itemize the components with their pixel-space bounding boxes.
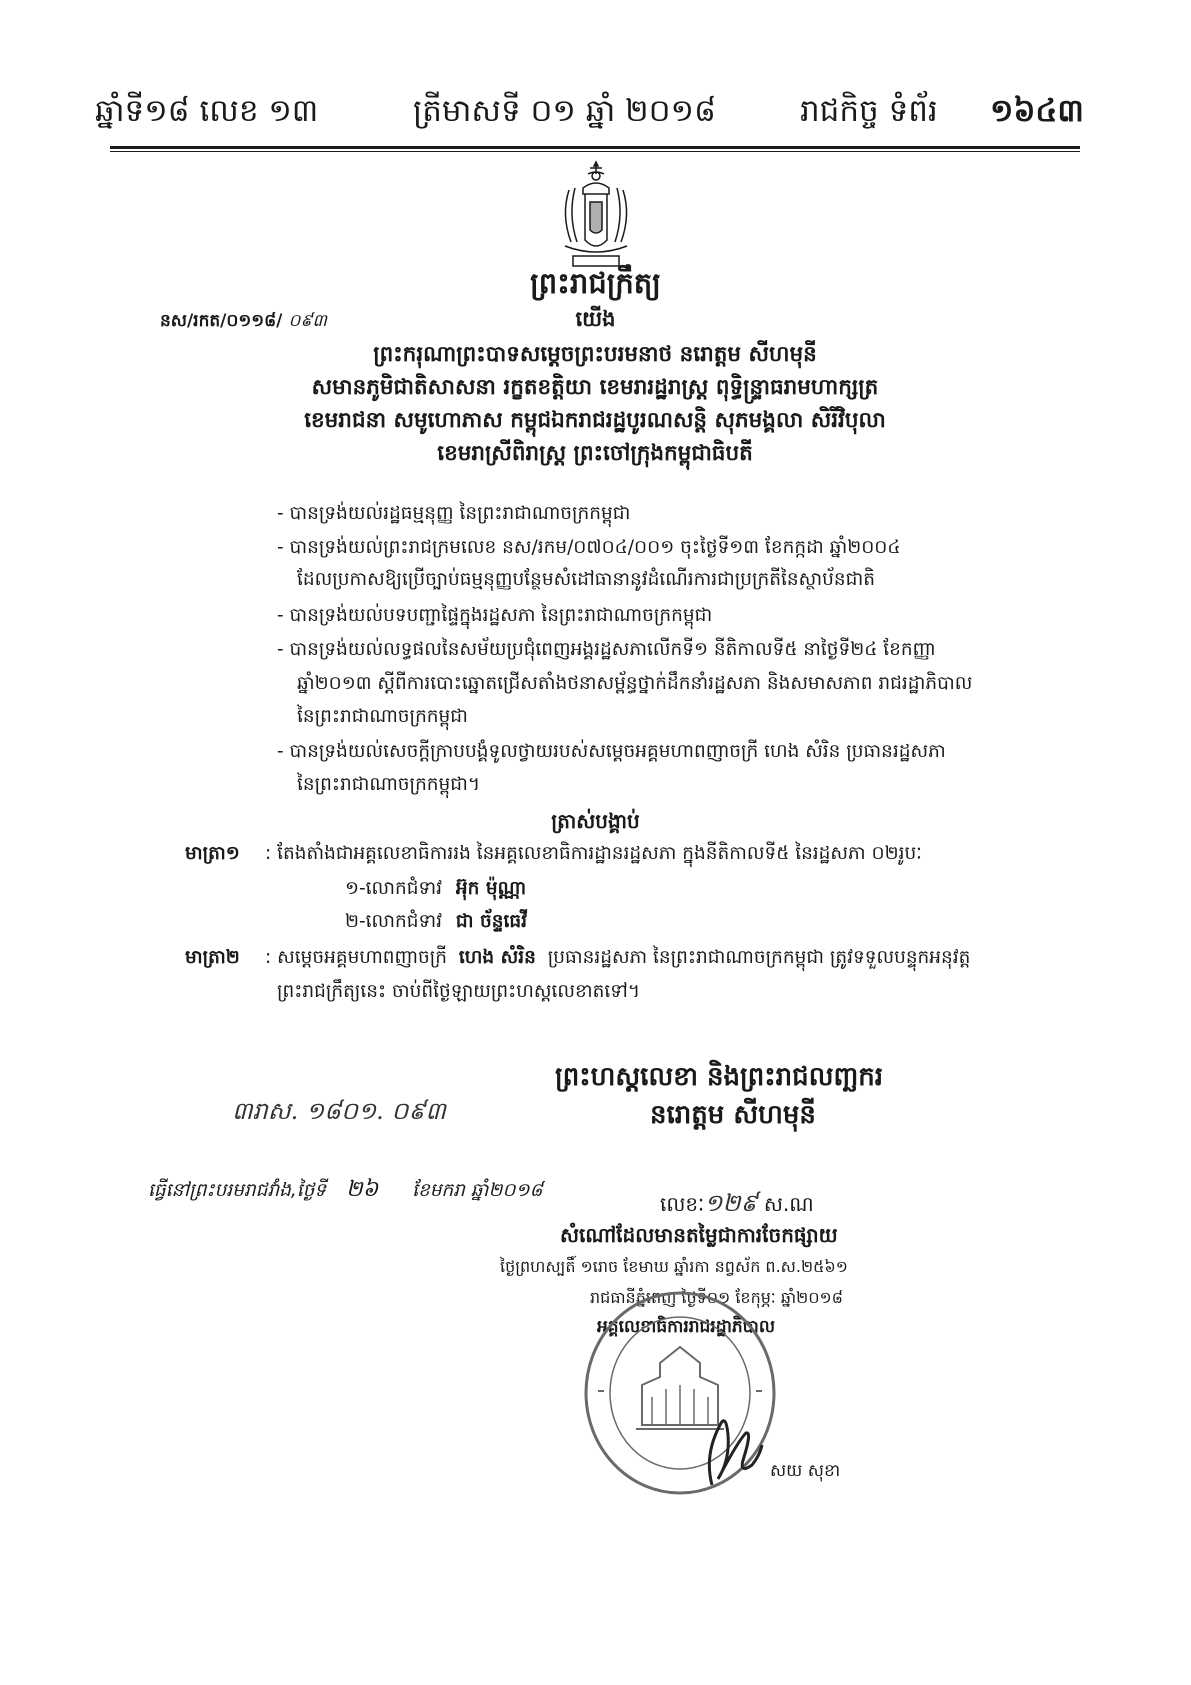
article-2-name: ហេង សំរិន	[458, 947, 536, 968]
done-at-line	[148, 1175, 543, 1207]
appointee-1-name: អ៊ុក ម៉ុណ្ណា	[455, 878, 527, 899]
reference-number-handwritten: ០៩៣	[288, 311, 327, 331]
gazette-page-number: ១៦៤៣	[990, 93, 1084, 129]
appointee-1	[345, 877, 526, 904]
certification-number	[660, 1188, 814, 1223]
signature-title: ព្រះហស្តលេខា និងព្រះរាជលញ្ឆករ	[555, 1062, 883, 1092]
gazette-quarter: ត្រីមាសទី ០១ ឆ្នាំ ២០១៨	[413, 93, 716, 129]
appointee-1-prefix: ១-លោកជំទាវ	[345, 878, 443, 899]
we-heading: យើង	[575, 307, 616, 331]
certification-office: អគ្គលេខាធិការរាជរដ្ឋាភិបាល	[597, 1317, 776, 1337]
king-name: នរោត្តម សីហមុនី	[650, 1100, 816, 1130]
certification-number-value: ១២៩	[704, 1189, 758, 1217]
done-at-month-year: ខែមករា ឆ្នាំ២០១៨	[412, 1180, 543, 1201]
visa-line: - បានទ្រង់យល់ព្រះរាជក្រមលេខ នស/រកម/០៧០៤/០០១ ចុះថ្ងៃទី១៣ ខែកក្កដា ឆ្នាំ២០០៤	[277, 537, 901, 558]
article-2-text-a: : សម្តេចអគ្គមហាពញាចក្រី	[265, 947, 448, 968]
appointee-2-prefix: ២-លោកជំទាវ	[345, 911, 443, 932]
visa-line: - បានទ្រង់យល់សេចក្តីក្រាបបង្គំទូលថ្វាយរបស់សម្តេចអគ្គមហាពញាចក្រី ហេង សំរិន ប្រធានរដ្ឋសភា	[277, 741, 946, 762]
header-rule-thick	[110, 146, 1080, 149]
article-1-text: : តែងតាំងជាអគ្គលេខាធិការរង នៃអគ្គលេខាធិការដ្ឋានរដ្ឋសភា ក្នុងនីតិកាលទី៥ នៃរដ្ឋសភា ០២រូបៈ	[265, 843, 922, 864]
certification-number-suffix: ស.ណ	[763, 1192, 814, 1216]
done-at-day: ២៦	[345, 1177, 379, 1202]
handwritten-signature-icon	[690, 1405, 770, 1500]
visa-line: ឆ្នាំ២០១៣ ស្តីពីការបោះឆ្នោតជ្រើសតាំងថនាសម្ព័ន្ធថ្នាក់ដឹកនាំរដ្ឋសភា និងសមាសភាព រាជរដ្ឋាភិបាល	[297, 673, 973, 694]
visa-line: នៃព្រះរាជាណាចក្រកម្ពុជា។	[297, 774, 481, 795]
king-title-line: ខេមរាស្រីពិរាស្ត្រ ព្រះចៅក្រុងកម្ពុជាធិបតី	[437, 441, 753, 466]
gazette-page-label: រាជកិច្ច ទំព័រ	[800, 93, 938, 129]
article-1-label: មាត្រា១	[185, 843, 240, 864]
visa-line: - បានទ្រង់យល់បទបញ្ជាផ្ទៃក្នុងរដ្ឋសភា នៃព្រះរាជាណាចក្រកម្ពុជា	[277, 605, 713, 626]
visa-line: ដែលប្រកាសឱ្យប្រើច្បាប់ធម្មនុញ្ញបន្ថែមសំដៅធានានូវដំណើរការជាប្រក្រតីនៃស្ថាប័នជាតិ	[297, 569, 875, 590]
visa-line: - បានទ្រង់យល់លទ្ធផលនៃសម័យប្រជុំពេញអង្គរដ្ឋសភាលើកទី១ នីតិកាលទី៥ នាថ្ងៃទី២៤ ខែកញ្ញា	[277, 639, 936, 660]
handwritten-reference: ៣រាស. ១៨០១. ០៩៣	[232, 1097, 446, 1125]
certification-number-label: លេខៈ	[660, 1192, 705, 1216]
article-2-line-2: ព្រះរាជក្រឹត្យនេះ ចាប់ពីថ្ងៃឡាយព្រះហស្តលេខាតទៅ។	[277, 981, 641, 1002]
certification-date: រាជធានីភ្នំពេញ ថ្ងៃទី០១ ខែកុម្ភៈ ឆ្នាំ២០១៨	[590, 1288, 843, 1307]
royal-coat-of-arms-icon	[555, 160, 637, 272]
gazette-header	[95, 92, 1085, 142]
visa-line: - បានទ្រង់យល់រដ្ឋធម្មនុញ្ញ នៃព្រះរាជាណាចក្រកម្ពុជា	[277, 503, 631, 524]
appointee-2	[345, 910, 527, 937]
reference-number-printed: នស/រកត/០១១៨/	[160, 311, 283, 331]
done-at-text: ធ្វើនៅព្រះបរមរាជវាំង,ថ្ងៃទី	[148, 1180, 327, 1201]
article-2-label: មាត្រា២	[185, 947, 240, 968]
appointee-2-name: ជា ច័ន្ទធេវី	[455, 911, 527, 932]
certification-title: សំណៅដែលមានតម្លៃជាការចែកផ្សាយ	[560, 1223, 838, 1247]
king-title-line: សមានភូមិជាតិសាសនា រក្ខតខត្តិយា ខេមរារដ្ឋរាស្ត្រ ពុទ្ធិន្ទ្រាធរាមហាក្សត្រ	[311, 375, 879, 400]
article-2-text	[265, 946, 970, 973]
certification-lunar-date: ថ្ងៃព្រហស្បតិ៍ ១រោច ខែមាឃ ឆ្នាំរកា នព្វស័ក ព.ស.២៥៦១	[500, 1257, 848, 1276]
certification-signer: សយ សុខា	[770, 1461, 841, 1481]
gazette-year-issue: ឆ្នាំទី១៨ លេខ ១៣	[95, 93, 319, 129]
document-title: ព្រះរាជក្រឹត្យ	[530, 266, 661, 300]
header-rule-thin	[110, 151, 1080, 152]
visa-line: នៃព្រះរាជាណាចក្រកម្ពុជា	[297, 706, 468, 727]
king-title-line: ព្រះករុណាព្រះបាទសម្តេចព្រះបរមនាថ នរោត្តម សីហមុនី	[373, 342, 817, 367]
king-title-line: ខេមរាជនា សមូហោភាស កម្ពុជឯករាជរដ្ឋបូរណសន្តិ សុភមង្គលា សិរីវិបុលា	[304, 408, 886, 433]
decree-heading: ត្រាស់បង្គាប់	[551, 809, 640, 833]
article-2-text-b: ប្រធានរដ្ឋសភា នៃព្រះរាជាណាចក្រកម្ពុជា ត្រូវទទួលបន្ទុកអនុវត្ត	[547, 947, 971, 968]
